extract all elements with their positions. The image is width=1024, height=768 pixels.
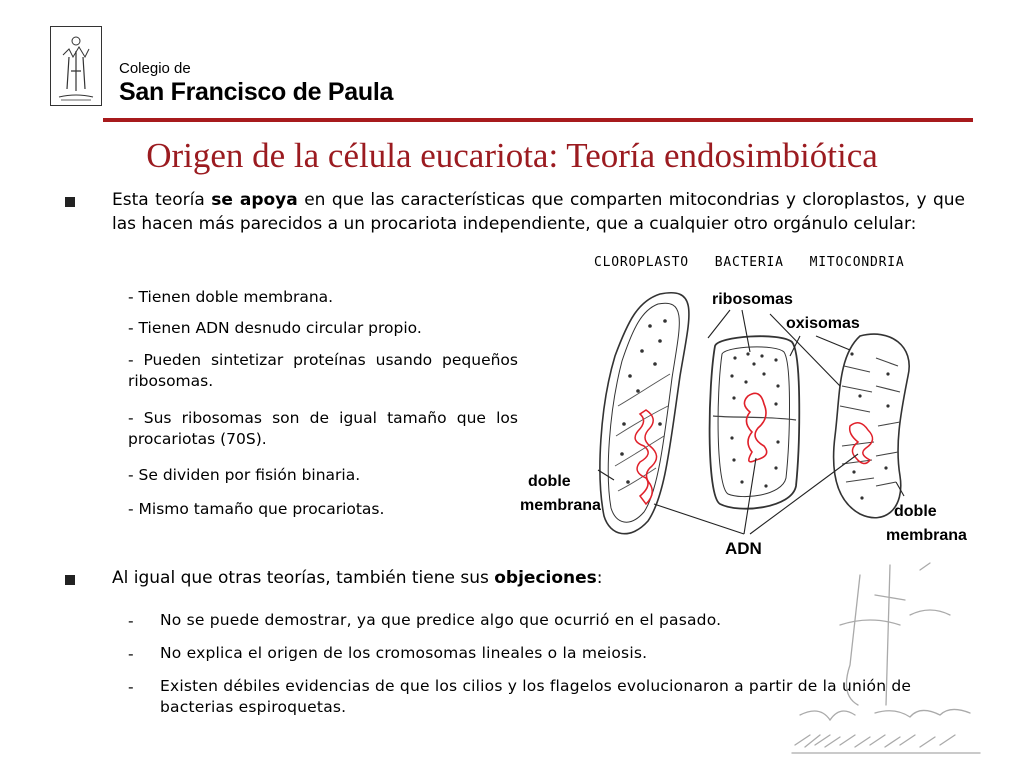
organelle-diagram [520, 246, 990, 558]
intro-text-before: Esta teoría [112, 190, 212, 210]
slide-title: Origen de la célula eucariota: Teoría endosimbiótica [146, 136, 878, 175]
label-ribosomas: ribosomas [712, 291, 793, 308]
label-doble-left: doble [528, 473, 571, 490]
feature-item-2: - Tienen ADN desnudo circular propio. [128, 319, 422, 337]
label-oxisomas: oxisomas [786, 315, 860, 332]
objection-dash-2: - [128, 645, 134, 663]
objection-item-3: Existen débiles evidencias de que los cilios y los flagelos evolucionaron a partir de la unión de bacterias espiroquetas. [160, 677, 912, 716]
label-adn: ADN [725, 539, 762, 558]
feature-item-1: - Tienen doble membrana. [128, 288, 334, 306]
intro-text-after: en que las características que comparten mitocondrias y cloroplastos, y que las hacen más parecidos a un procariota independiente, que a cualquier otro orgánulo celular: [112, 190, 965, 234]
label-doble-right: doble [894, 503, 937, 520]
bacteria-shape [710, 336, 800, 508]
school-name [119, 60, 393, 106]
objection-dash-1: - [128, 612, 134, 630]
objections-text-before: Al igual que otras teorías, también tiene sus [112, 568, 495, 588]
school-logo [50, 26, 102, 106]
objections-bold: objeciones [494, 568, 597, 588]
feature-item-5: - Se dividen por fisión binaria. [128, 466, 361, 484]
objections-text-after: : [596, 568, 603, 588]
label-membrana-left: membrana [520, 497, 601, 514]
objection-item-1: No se puede demostrar, ya que predice algo que ocurrió en el pasado. [160, 611, 722, 629]
chloroplast-shape [600, 293, 689, 534]
objection-item-2: No explica el origen de los cromosomas lineales o la meiosis. [160, 644, 648, 662]
mitochondrion-shape [834, 334, 910, 518]
header-rule [103, 118, 973, 122]
feature-item-6: - Mismo tamaño que procariotas. [128, 500, 385, 518]
bullet-square-icon [65, 197, 75, 207]
intro-paragraph [112, 188, 965, 236]
bullet-square-icon [65, 575, 75, 585]
signature-watermark [780, 555, 1000, 760]
logo-emblem-icon [51, 27, 101, 105]
school-name-line2: San Francisco de Paula [119, 78, 394, 106]
diagram-header: CLOROPLASTO BACTERIA MITOCONDRIA [594, 255, 905, 270]
intro-bold: se apoya [211, 190, 298, 210]
objection-dash-3: - [128, 678, 134, 696]
label-membrana-right: membrana [886, 527, 967, 544]
school-name-line1: Colegio de [119, 60, 191, 77]
feature-item-4: - Sus ribosomas son de igual tamaño que los procariotas (70S). [128, 409, 518, 448]
feature-item-3: - Pueden sintetizar proteínas usando pequeños ribosomas. [128, 351, 518, 390]
